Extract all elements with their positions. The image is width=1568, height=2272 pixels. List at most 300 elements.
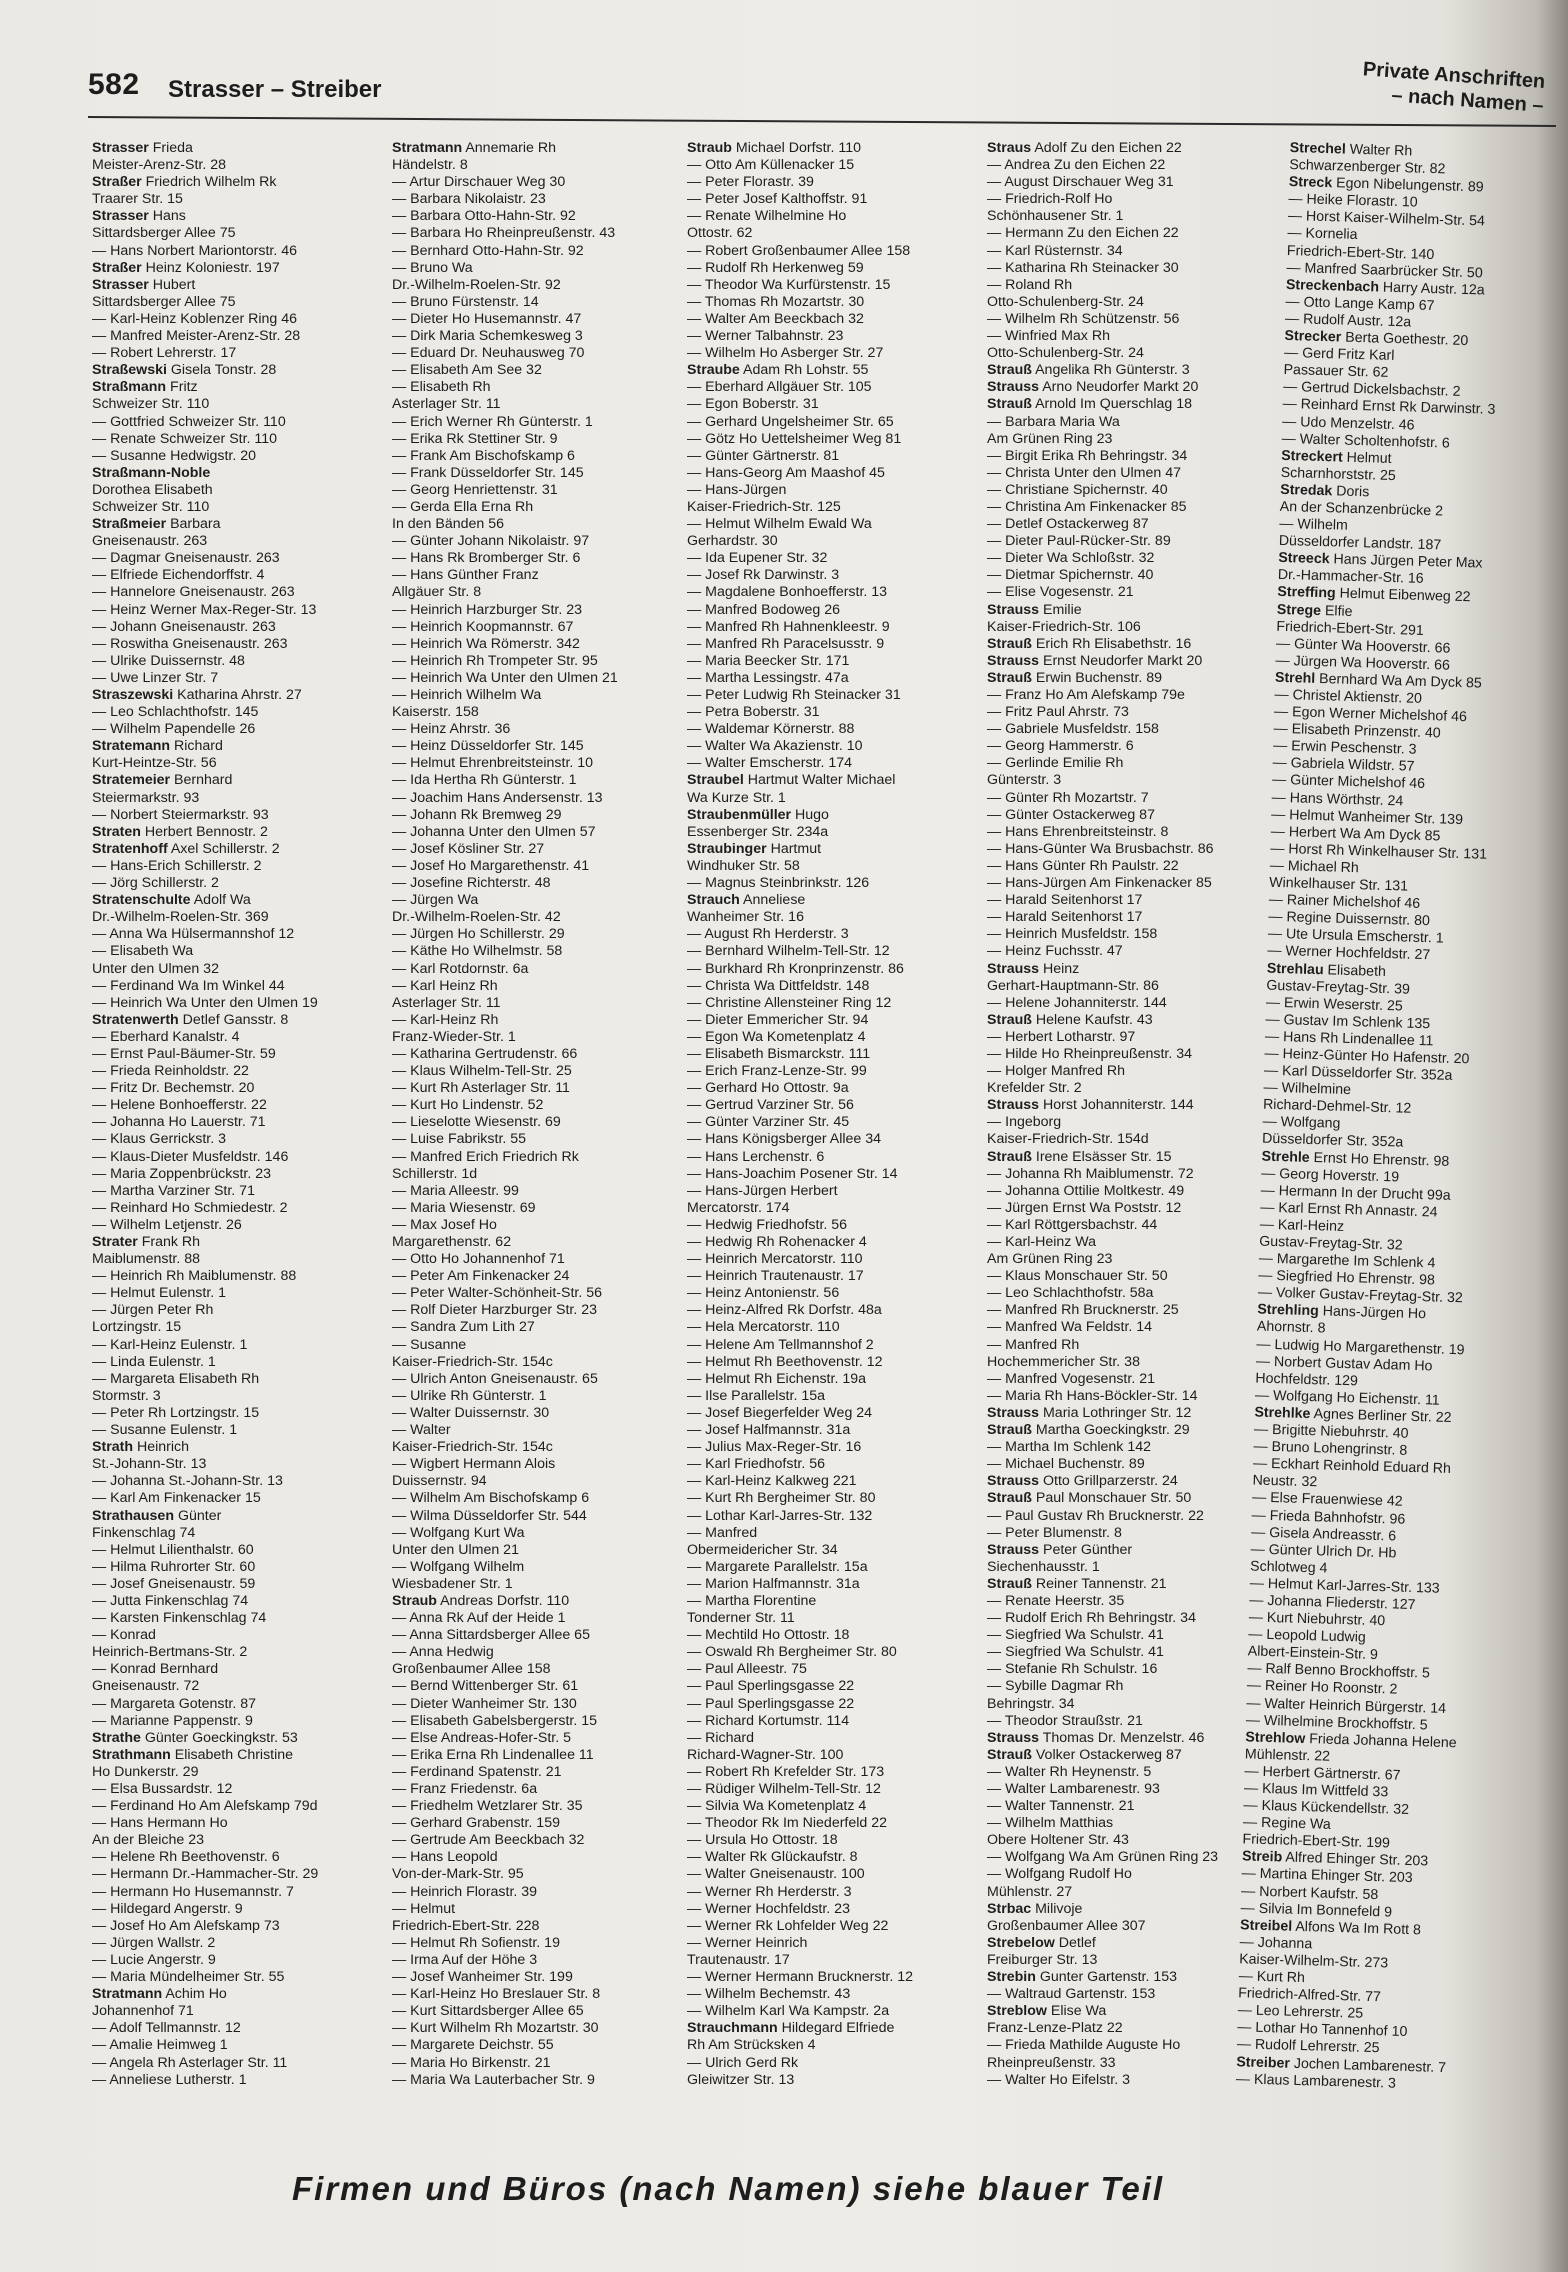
directory-line bbox=[392, 550, 682, 567]
surname: Straubinger bbox=[687, 840, 767, 857]
directory-line bbox=[687, 516, 977, 533]
directory-line bbox=[687, 2020, 977, 2037]
entry-text: — Jürgen Wa bbox=[392, 892, 479, 909]
entry-text: — Fritz Paul Ahrstr. 73 bbox=[987, 704, 1129, 721]
entry-text: — Leo Schlachthofstr. 58a bbox=[987, 1285, 1154, 1302]
entry-text: Kaiser-Friedrich-Str. 154c bbox=[392, 1439, 553, 1456]
directory-line bbox=[392, 772, 682, 789]
entry-text: — Karl-Heinz Wa bbox=[987, 1234, 1097, 1250]
entry-text: Maria Lothringer Str. 12 bbox=[1039, 1404, 1192, 1421]
entry-text: — Magnus Steinbrinkstr. 126 bbox=[687, 875, 870, 892]
directory-line bbox=[392, 1986, 682, 2003]
entry-text: — Regine Duissernstr. 80 bbox=[1268, 908, 1431, 930]
directory-line bbox=[92, 2037, 382, 2054]
directory-line bbox=[92, 516, 382, 533]
directory-line bbox=[987, 1764, 1277, 1781]
entry-text: — Egon Boberstr. 31 bbox=[687, 396, 819, 413]
directory-line bbox=[392, 1747, 682, 1764]
entry-text: Gneisenaustr. 263 bbox=[92, 533, 208, 550]
entry-text: — Kurt Sittardsberger Allee 65 bbox=[392, 2003, 584, 2020]
entry-text: — Rüdiger Wilhelm-Tell-Str. 12 bbox=[687, 1781, 881, 1797]
entry-text: — Johanna Fliederstr. 127 bbox=[1248, 1592, 1416, 1614]
directory-line bbox=[92, 1234, 382, 1251]
entry-text: Günter bbox=[174, 1507, 222, 1524]
entry-text: — Johanna Unter den Ulmen 57 bbox=[392, 823, 596, 840]
directory-line bbox=[92, 1884, 382, 1901]
entry-text: Allgäuer Str. 8 bbox=[392, 584, 482, 601]
entry-text: — Helmut Lilienthalstr. 60 bbox=[92, 1541, 254, 1558]
entry-text: — Wilhelm Letjenstr. 26 bbox=[92, 1216, 242, 1233]
directory-line bbox=[392, 892, 682, 909]
directory-line bbox=[392, 1063, 682, 1080]
directory-line bbox=[92, 584, 382, 601]
entry-text: Heinz Koloniestr. 197 bbox=[141, 259, 280, 276]
directory-line bbox=[987, 807, 1277, 824]
surname: Straub bbox=[687, 140, 732, 156]
surname: Streck bbox=[1288, 174, 1333, 192]
entry-text: — Hans-Erich Schillerstr. 2 bbox=[92, 857, 262, 874]
entry-text: — Dieter Wanheimer Str. 130 bbox=[392, 1695, 577, 1712]
directory-line bbox=[392, 1285, 682, 1302]
directory-line bbox=[687, 157, 977, 174]
surname: Streckert bbox=[1280, 447, 1343, 466]
directory-line bbox=[92, 824, 382, 841]
entry-text: — Wilma Düsseldorfer Str. 544 bbox=[392, 1507, 587, 1524]
directory-line bbox=[987, 687, 1277, 704]
entry-text: — Erich Werner Rh Günterstr. 1 bbox=[392, 413, 593, 430]
directory-line bbox=[92, 1678, 382, 1695]
surname: Strehle bbox=[1261, 1148, 1310, 1166]
surname: Strasser bbox=[92, 276, 149, 293]
entry-text: — Hans Hermann Ho bbox=[92, 1815, 228, 1832]
directory-line bbox=[92, 2055, 382, 2072]
directory-line bbox=[392, 243, 682, 260]
entry-text: — Irma Auf der Höhe 3 bbox=[392, 1951, 538, 1968]
entry-text: — Bernhard Wilhelm-Tell-Str. 12 bbox=[687, 943, 890, 960]
entry-text: In den Bänden 56 bbox=[392, 516, 505, 533]
entry-text: Asterlager Str. 11 bbox=[392, 396, 501, 413]
directory-line bbox=[987, 1610, 1277, 1627]
entry-text: Kaiser-Friedrich-Str. 125 bbox=[687, 498, 841, 515]
entry-text: — Gerlinde Emilie Rh bbox=[987, 755, 1124, 772]
entry-text: — Dirk Maria Schemkesweg 3 bbox=[392, 328, 583, 345]
directory-line bbox=[392, 482, 682, 499]
entry-text: — Leo Schlachthofstr. 145 bbox=[92, 704, 259, 721]
directory-line bbox=[92, 1319, 382, 1336]
entry-text: Helmut bbox=[1342, 449, 1392, 467]
surname: Stredak bbox=[1280, 481, 1333, 500]
entry-text: Doris bbox=[1332, 483, 1370, 501]
entry-text: — Petra Boberstr. 31 bbox=[687, 704, 820, 721]
entry-text: — Bruno Lohengrinstr. 8 bbox=[1253, 1438, 1408, 1459]
directory-line bbox=[687, 1337, 977, 1354]
entry-text: — Hermann Dr.-Hammacher-Str. 29 bbox=[92, 1866, 319, 1883]
surname: Strath bbox=[92, 1439, 133, 1456]
entry-text: — August Rh Herderstr. 3 bbox=[687, 926, 849, 943]
entry-text: Andreas Dorfstr. 110 bbox=[436, 1592, 570, 1609]
entry-text: Mühlenstr. 22 bbox=[1244, 1746, 1331, 1765]
entry-text: — Kornelia bbox=[1287, 225, 1358, 244]
directory-line bbox=[92, 482, 382, 499]
directory-line bbox=[987, 1918, 1277, 1935]
surname: Stratenhoff bbox=[92, 840, 168, 857]
entry-text: Friedrich Wilhelm Rk bbox=[141, 174, 277, 191]
directory-line bbox=[392, 1251, 682, 1268]
directory-line bbox=[687, 892, 977, 909]
entry-text: Richard bbox=[170, 738, 223, 755]
directory-line bbox=[987, 465, 1277, 482]
entry-text: — Walter Am Beeckbach 32 bbox=[687, 310, 864, 327]
directory-line bbox=[687, 1576, 977, 1593]
entry-text: — Walter Heinrich Bürgerstr. 14 bbox=[1246, 1694, 1447, 1717]
directory-line bbox=[92, 1422, 382, 1439]
directory-line bbox=[987, 1798, 1277, 1815]
entry-text: — Walter bbox=[392, 1422, 451, 1439]
entry-text: — Ulrich Anton Gneisenaustr. 65 bbox=[392, 1370, 598, 1387]
entry-text: — Karl Rüsternstr. 34 bbox=[987, 242, 1123, 259]
entry-text: — Kurt Rh Asterlager Str. 11 bbox=[392, 1080, 570, 1097]
directory-line bbox=[687, 807, 977, 824]
directory-line bbox=[687, 2037, 977, 2054]
listing-column-4 bbox=[987, 140, 1277, 2089]
entry-text: Gunter Gartenstr. 153 bbox=[1035, 1969, 1178, 1986]
directory-line bbox=[987, 1832, 1277, 1849]
entry-text: Frieda bbox=[148, 140, 193, 156]
entry-text: — Heinz Werner Max-Reger-Str. 13 bbox=[92, 601, 317, 618]
entry-text: — Wilhelm Karl Wa Kampstr. 2a bbox=[687, 2003, 890, 2020]
directory-line bbox=[987, 1644, 1277, 1661]
directory-line bbox=[92, 1576, 382, 1593]
entry-text: — Helmut Rh Sofienstr. 19 bbox=[392, 1934, 560, 1951]
entry-text: Frank Rh bbox=[137, 1234, 201, 1250]
entry-text: Passauer Str. 62 bbox=[1283, 362, 1389, 382]
directory-line bbox=[987, 858, 1277, 875]
entry-text: — Heinz-Alfred Rk Dorfstr. 48a bbox=[687, 1302, 882, 1319]
entry-text: — Julius Max-Reger-Str. 16 bbox=[687, 1439, 862, 1456]
directory-line bbox=[687, 482, 977, 499]
entry-text: — Theodor Straußstr. 21 bbox=[987, 1712, 1143, 1729]
entry-text: — Hans Wörthstr. 24 bbox=[1271, 789, 1404, 809]
entry-text: Schwarzenberger Str. 82 bbox=[1289, 157, 1446, 178]
surname: Strechel bbox=[1289, 140, 1346, 158]
entry-text: — Rainer Michelshof 46 bbox=[1268, 891, 1421, 913]
entry-text: Arno Neudorfer Markt 20 bbox=[1039, 379, 1199, 396]
entry-text: — Frieda Reinholdstr. 22 bbox=[92, 1063, 249, 1080]
directory-line bbox=[687, 1696, 977, 1713]
surname: Strauch bbox=[687, 892, 740, 909]
entry-text: — Amalie Heimweg 1 bbox=[92, 2037, 228, 2054]
entry-text: — Wolfgang Rudolf Ho bbox=[987, 1866, 1132, 1883]
directory-line bbox=[392, 704, 682, 721]
directory-line bbox=[92, 328, 382, 345]
entry-text: — Susanne bbox=[392, 1336, 467, 1353]
directory-line bbox=[392, 157, 682, 174]
entry-text: Volker Ostackerweg 87 bbox=[1031, 1746, 1182, 1763]
entry-text: — Walter Emscherstr. 174 bbox=[687, 755, 853, 772]
directory-line bbox=[92, 978, 382, 995]
directory-line bbox=[687, 345, 977, 362]
entry-text: — Josef Rk Darwinstr. 3 bbox=[687, 567, 840, 584]
entry-text: — Christel Aktienstr. 20 bbox=[1274, 686, 1423, 707]
directory-line bbox=[92, 619, 382, 636]
entry-text: Dr.-Wilhelm-Roelen-Str. 42 bbox=[392, 909, 561, 926]
directory-line bbox=[92, 926, 382, 943]
directory-line bbox=[987, 1986, 1277, 2003]
directory-line bbox=[392, 1525, 682, 1542]
directory-line bbox=[687, 1405, 977, 1422]
entry-text: — Heinrich Rh Trompeter Str. 95 bbox=[392, 652, 598, 669]
directory-line bbox=[687, 1901, 977, 1918]
directory-line bbox=[392, 636, 682, 653]
entry-text: — Heinrich Musfeldstr. 158 bbox=[987, 926, 1158, 943]
directory-line bbox=[92, 1456, 382, 1473]
surname: Stratenschulte bbox=[92, 892, 191, 909]
directory-line bbox=[92, 1063, 382, 1080]
entry-text: Friedrich-Ebert-Str. 199 bbox=[1242, 1831, 1391, 1852]
entry-text: — Dagmar Gneisenaustr. 263 bbox=[92, 550, 280, 567]
entry-text: — Elisabeth Bismarckstr. 111 bbox=[687, 1045, 871, 1062]
directory-line bbox=[392, 1576, 682, 1593]
entry-text: Am Grünen Ring 23 bbox=[987, 1251, 1113, 1268]
entry-text: Essenberger Str. 234a bbox=[687, 823, 829, 840]
entry-text: Neustr. 32 bbox=[1252, 1472, 1318, 1491]
entry-text: — Norbert Gustav Adam Ho bbox=[1255, 1353, 1433, 1375]
directory-line bbox=[392, 1542, 682, 1559]
entry-text: — Norbert Kaufstr. 58 bbox=[1240, 1882, 1379, 1903]
directory-line bbox=[392, 1627, 682, 1644]
entry-text: Hochfeldstr. 129 bbox=[1255, 1370, 1359, 1390]
entry-text: — Maria Ho Birkenstr. 21 bbox=[392, 2054, 551, 2071]
directory-line bbox=[687, 1166, 977, 1183]
entry-text: — Jutta Finkenschlag 74 bbox=[92, 1592, 249, 1609]
directory-line bbox=[687, 174, 977, 191]
entry-text: — Harald Seitenhorst 17 bbox=[987, 892, 1143, 909]
directory-line bbox=[92, 2020, 382, 2037]
directory-line bbox=[987, 1302, 1277, 1319]
surname: Streibel bbox=[1239, 1917, 1293, 1935]
entry-text: — Friedhelm Wetzlarer Str. 35 bbox=[392, 1798, 583, 1815]
entry-text: — Johanna Ho Lauerstr. 71 bbox=[92, 1114, 266, 1131]
entry-text: Händelstr. 8 bbox=[392, 157, 468, 174]
directory-line bbox=[987, 995, 1277, 1012]
entry-text: — Hildegard Angerstr. 9 bbox=[92, 1900, 243, 1917]
entry-text: — Dieter Emmericher Str. 94 bbox=[687, 1011, 869, 1028]
entry-text: Rh Am Strücksken 4 bbox=[687, 2037, 816, 2054]
directory-line bbox=[687, 396, 977, 413]
entry-text: — Martina Ehinger Str. 203 bbox=[1241, 1865, 1413, 1887]
directory-line bbox=[92, 755, 382, 772]
directory-line bbox=[392, 790, 682, 807]
entry-text: — Eduard Dr. Neuhausweg 70 bbox=[392, 345, 585, 362]
entry-text: — Helene Am Tellmannshof 2 bbox=[687, 1336, 874, 1353]
directory-line bbox=[987, 1627, 1277, 1644]
directory-line bbox=[687, 465, 977, 482]
entry-text: — Manfred bbox=[687, 1524, 758, 1541]
directory-line bbox=[987, 1542, 1277, 1559]
directory-line bbox=[987, 2072, 1277, 2089]
directory-line bbox=[92, 311, 382, 328]
directory-line bbox=[987, 550, 1277, 567]
entry-text: — Barbara Maria Wa bbox=[987, 413, 1120, 430]
entry-text: Dr.-Hammacher-Str. 16 bbox=[1277, 567, 1424, 588]
entry-text: — Susanne Hedwigstr. 20 bbox=[92, 447, 257, 464]
entry-text: — Gerhard Ho Ottostr. 9a bbox=[687, 1080, 849, 1097]
entry-text: Gneisenaustr. 72 bbox=[92, 1678, 200, 1695]
directory-line bbox=[987, 978, 1277, 995]
directory-line bbox=[987, 482, 1277, 499]
entry-text: — Gertrud Varziner Str. 56 bbox=[687, 1097, 854, 1114]
entry-text: — Ida Hertha Rh Günterstr. 1 bbox=[392, 772, 577, 789]
surname: Strecker bbox=[1284, 327, 1342, 346]
entry-text: — Heinz Fuchsstr. 47 bbox=[987, 943, 1123, 960]
directory-line bbox=[687, 1200, 977, 1217]
directory-line bbox=[92, 550, 382, 567]
entry-text: — Harald Seitenhorst 17 bbox=[987, 909, 1143, 926]
entry-text: — Gabriele Musfeldstr. 158 bbox=[987, 721, 1159, 738]
entry-text: Günterstr. 3 bbox=[987, 772, 1062, 789]
directory-line bbox=[92, 1952, 382, 1969]
directory-line bbox=[987, 499, 1277, 516]
entry-text: — Karl-Heinz Kalkweg 221 bbox=[687, 1473, 857, 1490]
entry-text: Düsseldorfer Landstr. 187 bbox=[1278, 533, 1442, 554]
directory-line bbox=[687, 1918, 977, 1935]
entry-text: — Martha Florentine bbox=[687, 1592, 817, 1609]
entry-text: — Heike Florastr. 10 bbox=[1288, 191, 1418, 211]
directory-line bbox=[392, 414, 682, 431]
directory-line bbox=[987, 1661, 1277, 1678]
entry-text: Richard-Dehmel-Str. 12 bbox=[1262, 1096, 1412, 1118]
surname: Strehlau bbox=[1266, 960, 1324, 978]
directory-line bbox=[687, 1730, 977, 1747]
directory-line bbox=[392, 1166, 682, 1183]
entry-text: — Manfred Bodoweg 26 bbox=[687, 601, 841, 618]
entry-text: Elise Wa bbox=[1046, 2003, 1107, 2020]
entry-text: — Wolfgang Ho Eichenstr. 11 bbox=[1254, 1387, 1440, 1409]
surname: Strauß bbox=[987, 396, 1032, 413]
entry-text: — Lothar Karl-Jarres-Str. 132 bbox=[687, 1507, 873, 1524]
entry-text: — Dietmar Spichernstr. 40 bbox=[987, 567, 1154, 584]
directory-line bbox=[987, 841, 1277, 858]
entry-text: Großenbaumer Allee 158 bbox=[392, 1661, 551, 1678]
surname: Stratemeier bbox=[92, 772, 171, 789]
surname: Strauss bbox=[987, 1473, 1040, 1490]
entry-text: — Horst Rh Winkelhauser Str. 131 bbox=[1269, 840, 1488, 863]
surname: Strauß bbox=[987, 1011, 1032, 1028]
entry-text: — Max Josef Ho bbox=[392, 1216, 497, 1233]
entry-text: Hans Jürgen Peter Max bbox=[1329, 551, 1483, 572]
entry-text: Thomas Dr. Menzelstr. 46 bbox=[1039, 1729, 1205, 1746]
entry-text: Maiblumenstr. 88 bbox=[92, 1251, 201, 1268]
entry-text: — Walter Ho Eifelstr. 3 bbox=[987, 2071, 1130, 2088]
entry-text: — Heinrich Rh Maiblumenstr. 88 bbox=[92, 1268, 297, 1285]
directory-line bbox=[687, 1610, 977, 1627]
directory-line bbox=[687, 1388, 977, 1405]
entry-text: — Helmut Rh Beethovenstr. 12 bbox=[687, 1353, 883, 1370]
entry-text: Gerhardstr. 30 bbox=[687, 533, 778, 550]
directory-line bbox=[987, 1525, 1277, 1542]
directory-line bbox=[687, 1114, 977, 1131]
entry-text: Schönhausener Str. 1 bbox=[987, 208, 1124, 225]
entry-text: — Hedwig Friedhofstr. 56 bbox=[687, 1216, 848, 1233]
entry-text: Großenbaumer Allee 307 bbox=[987, 1917, 1146, 1934]
directory-line bbox=[392, 943, 682, 960]
entry-text: — Helene Rh Beethovenstr. 6 bbox=[92, 1849, 280, 1866]
directory-line bbox=[687, 1986, 977, 2003]
directory-line bbox=[392, 721, 682, 738]
entry-text: — Heinz Antonienstr. 56 bbox=[687, 1285, 840, 1302]
directory-line bbox=[92, 431, 382, 448]
entry-text: — Heinz-Günter Ho Hafenstr. 20 bbox=[1264, 1045, 1470, 1068]
directory-line bbox=[392, 1730, 682, 1747]
entry-text: Obermeidericher Str. 34 bbox=[687, 1541, 838, 1558]
entry-text: Traarer Str. 15 bbox=[92, 191, 183, 208]
directory-line bbox=[987, 191, 1277, 208]
directory-line bbox=[92, 1285, 382, 1302]
entry-text: — Norbert Steiermarkstr. 93 bbox=[92, 806, 269, 823]
directory-line bbox=[392, 1815, 682, 1832]
entry-text: — Hans-Günter Wa Brusbachstr. 86 bbox=[987, 840, 1214, 857]
entry-text: — Hans Norbert Mariontorstr. 46 bbox=[92, 242, 298, 259]
entry-text: — Elise Vogesenstr. 21 bbox=[987, 584, 1134, 601]
directory-line bbox=[987, 1747, 1277, 1764]
entry-text: Hans-Jürgen Ho bbox=[1318, 1303, 1427, 1323]
entry-text: — Sybille Dagmar Rh bbox=[987, 1678, 1124, 1695]
entry-text: — Helmut Karl-Jarres-Str. 133 bbox=[1249, 1575, 1440, 1597]
entry-text: Adolf Wa bbox=[190, 892, 251, 909]
directory-line bbox=[687, 1884, 977, 1901]
entry-text: Hochemmericher Str. 38 bbox=[987, 1353, 1140, 1370]
directory-line bbox=[987, 738, 1277, 755]
directory-line bbox=[687, 1217, 977, 1234]
directory-line bbox=[392, 2037, 682, 2054]
entry-text: — Paul Sperlingsgasse 22 bbox=[687, 1678, 855, 1695]
entry-text: — Werner Heinrich bbox=[687, 1934, 808, 1951]
entry-text: — Ulrike Duissernstr. 48 bbox=[92, 652, 245, 669]
entry-text: — Günter Ostackerweg 87 bbox=[987, 806, 1155, 823]
entry-text: Hugo bbox=[791, 806, 829, 823]
entry-text: — Burkhard Rh Kronprinzenstr. 86 bbox=[687, 960, 904, 977]
entry-text: — August Dirschauer Weg 31 bbox=[987, 174, 1174, 191]
entry-text: — Klaus-Dieter Musfeldstr. 146 bbox=[92, 1148, 289, 1165]
directory-line bbox=[687, 1439, 977, 1456]
entry-text: — Bernhard Otto-Hahn-Str. 92 bbox=[392, 242, 584, 259]
directory-line bbox=[92, 277, 382, 294]
entry-text: — Katharina Rh Steinacker 30 bbox=[987, 259, 1179, 276]
directory-line bbox=[392, 1678, 682, 1695]
directory-line bbox=[392, 1764, 682, 1781]
directory-line bbox=[92, 943, 382, 960]
directory-line bbox=[392, 1559, 682, 1576]
entry-text: An der Bleiche 23 bbox=[92, 1832, 204, 1849]
entry-text: — Werner Rh Herderstr. 3 bbox=[687, 1883, 852, 1900]
entry-text: Gerhart-Hauptmann-Str. 86 bbox=[987, 977, 1159, 994]
entry-text: — Robert Lehrerstr. 17 bbox=[92, 345, 237, 362]
entry-text: — Thomas Rh Mozartstr. 30 bbox=[687, 293, 865, 310]
directory-line bbox=[687, 328, 977, 345]
directory-line bbox=[392, 1388, 682, 1405]
entry-text: — Herbert Gärtnerstr. 67 bbox=[1244, 1763, 1401, 1784]
entry-text: — Ulrich Gerd Rk bbox=[687, 2054, 799, 2071]
directory-line bbox=[987, 1490, 1277, 1507]
entry-text: — Hans Leopold bbox=[392, 1849, 498, 1866]
entry-text: Egon Nibelungenstr. 89 bbox=[1331, 175, 1484, 196]
directory-line bbox=[987, 1713, 1277, 1730]
directory-line bbox=[92, 875, 382, 892]
directory-line bbox=[92, 1781, 382, 1798]
directory-line bbox=[687, 414, 977, 431]
entry-text: Jochen Lambarenestr. 7 bbox=[1289, 2055, 1447, 2076]
directory-line bbox=[92, 1986, 382, 2003]
